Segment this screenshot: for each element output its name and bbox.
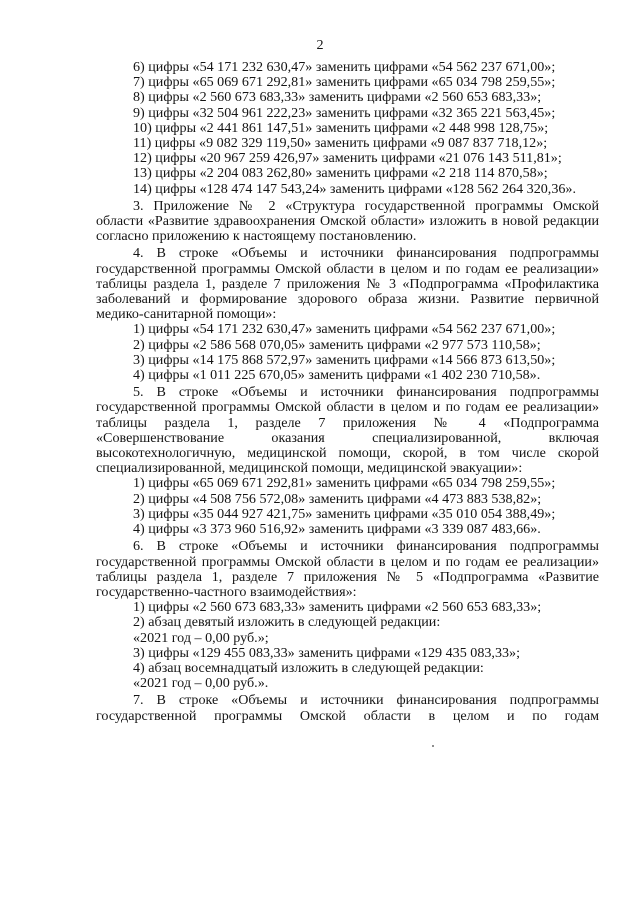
amendment-item-11: 11) цифры «9 082 329 119,50» заменить цифрами «9 087 837 718,12»; — [133, 135, 548, 152]
amendment-item-7: 7) цифры «65 069 671 292,81» заменить цифрами «65 034 798 259,55»; — [133, 74, 556, 91]
section-6-item-2: 2) абзац девятый изложить в следующей редакции: — [133, 614, 441, 631]
section-6-quote-1: «2021 год – 0,00 руб.»; — [133, 629, 269, 646]
section-5-paragraph: 5. В строке «Объемы и источники финансирования подпрограммы государственной программы Омской области в целом и по годам ее реализации» таблицы раздела 1, разделе 7 приложения № 4 «Подпрограмма «Совершенствование оказания специализированной, включая высокотехнологичную, медицинской помощи, скорой, в том числе скорой специализированной, медицинской помощи, медицинской эвакуации»: — [96, 384, 599, 477]
section-5-item-2: 2) цифры «4 508 756 572,08» заменить цифрами «4 473 883 538,82»; — [133, 490, 542, 507]
section-5-item-3: 3) цифры «35 044 927 421,75» заменить цифрами «35 010 054 388,49»; — [133, 505, 556, 522]
document-body — [96, 60, 599, 724]
section-5-item-4: 4) цифры «3 373 960 516,92» заменить цифрами «3 339 087 483,66». — [133, 521, 541, 538]
page-number: 2 — [316, 37, 324, 53]
amendment-item-12: 12) цифры «20 967 259 426,97» заменить цифрами «21 076 143 511,81»; — [133, 150, 562, 167]
section-3-paragraph: 3. Приложение № 2 «Структура государственной программы Омской области «Развитие здравоохранения Омской области» изложить в новой редакции согласно приложению к настоящему постановлению. — [96, 197, 599, 245]
section-4-item-1: 1) цифры «54 171 232 630,47» заменить цифрами «54 562 237 671,00»; — [133, 321, 556, 338]
section-6-item-1: 1) цифры «2 560 673 683,33» заменить цифрами «2 560 653 683,33»; — [133, 599, 542, 616]
section-5-item-1: 1) цифры «65 069 671 292,81» заменить цифрами «65 034 798 259,55»; — [133, 475, 556, 492]
section-4-item-4: 4) цифры «1 011 225 670,05» заменить цифрами «1 402 230 710,58». — [133, 367, 541, 384]
section-6-quote-2: «2021 год – 0,00 руб.». — [133, 675, 269, 692]
section-4-item-3: 3) цифры «14 175 868 572,97» заменить цифрами «14 566 873 613,50»; — [133, 351, 556, 368]
amendment-item-9: 9) цифры «32 504 961 222,23» заменить цифрами «32 365 221 563,45»; — [133, 104, 556, 121]
section-4-paragraph: 4. В строке «Объемы и источники финансирования подпрограммы государственной программы Омской области в целом и по годам ее реализации» таблицы раздела 1, разделе 7 приложения № 3 «Подпрограмма «Профилактика заболеваний и формирование здорового образа жизни. Развитие первичной медико-санитарной помощи»: — [96, 245, 599, 323]
amendment-item-14: 14) цифры «128 474 147 543,24» заменить цифрами «128 562 264 320,36». — [133, 180, 576, 197]
amendment-item-10: 10) цифры «2 441 861 147,51» заменить цифрами «2 448 998 128,75»; — [133, 119, 549, 136]
section-4-item-2: 2) цифры «2 586 568 070,05» заменить цифрами «2 977 573 110,58»; — [133, 336, 541, 353]
section-6-item-4: 4) абзац восемнадцатый изложить в следующей редакции: — [133, 659, 484, 676]
scan-artifact — [432, 745, 434, 747]
amendment-item-8: 8) цифры «2 560 673 683,33» заменить цифрами «2 560 653 683,33»; — [133, 89, 542, 106]
amendment-item-13: 13) цифры «2 204 083 262,80» заменить цифрами «2 218 114 870,58»; — [133, 165, 548, 182]
amendment-item-6: 6) цифры «54 171 232 630,47» заменить цифрами «54 562 237 671,00»; — [133, 59, 556, 75]
section-6-item-3: 3) цифры «129 455 083,33» заменить цифрами «129 435 083,33»; — [133, 644, 521, 661]
section-7-paragraph: 7. В строке «Объемы и источники финансирования подпрограммы государственной программы Омской области в целом и по годам — [96, 692, 599, 724]
section-6-paragraph: 6. В строке «Объемы и источники финансирования подпрограммы государственной программы Омской области в целом и по годам ее реализации» таблицы раздела 1, разделе 7 приложения № 5 «Подпрограмма «Развитие государственно-частного взаимодействия»: — [96, 538, 599, 600]
